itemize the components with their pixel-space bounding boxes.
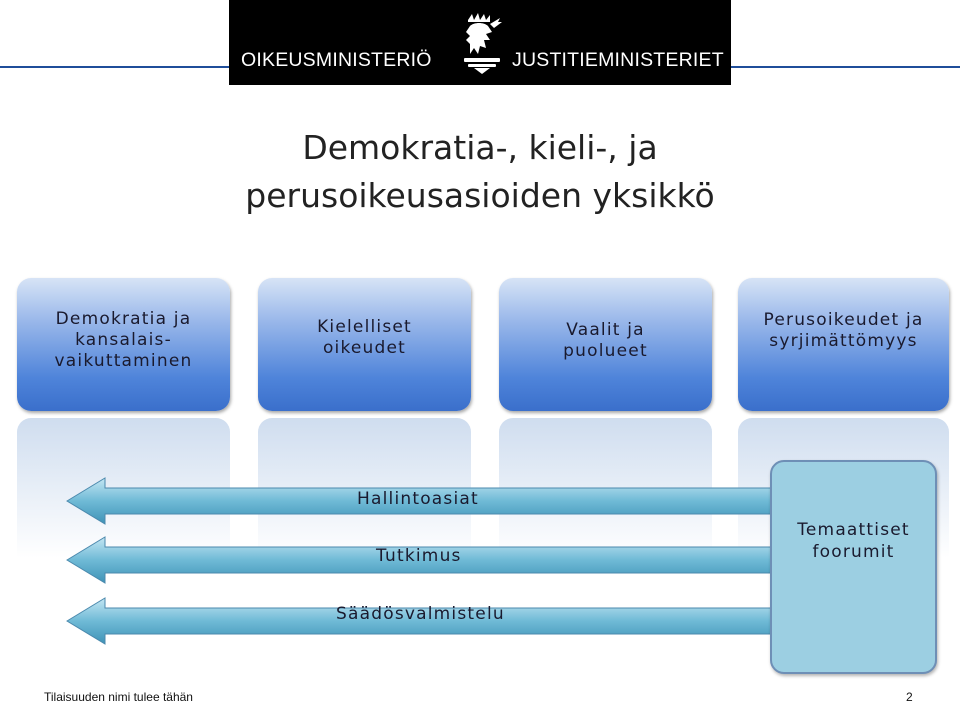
unit-box [738,278,949,411]
forum-label: Temaattiset foorumit [797,520,910,562]
ministry-name-fi: OIKEUSMINISTERIÖ [241,49,432,71]
page-title-line-1: Demokratia-, kieli-, ja [302,128,658,167]
unit-box [17,278,230,411]
unit-box [499,278,712,411]
forum-box [770,460,937,674]
lion-crest-icon [460,10,504,76]
arrow-label: Säädösvalmistelu [336,604,505,624]
page-number: 2 [906,690,913,704]
arrow-label: Hallintoasiat [357,489,479,509]
arrow-label: Tutkimus [376,546,462,566]
unit-label: Kielelliset oikeudet [317,317,412,358]
page-title-line-2: perusoikeusasioiden yksikkö [245,176,715,215]
unit-label: Vaalit ja puolueet [563,320,648,361]
unit-label: Perusoikeudet ja syrjimättömyys [763,310,924,351]
unit-label: Demokratia ja kansalais-vaikuttaminen [54,309,193,371]
ministry-header [229,0,731,85]
footer-event-name: Tilaisuuden nimi tulee tähän [44,690,193,704]
unit-box [258,278,471,411]
ministry-name-sv: JUSTITIEMINISTERIET [512,49,724,71]
